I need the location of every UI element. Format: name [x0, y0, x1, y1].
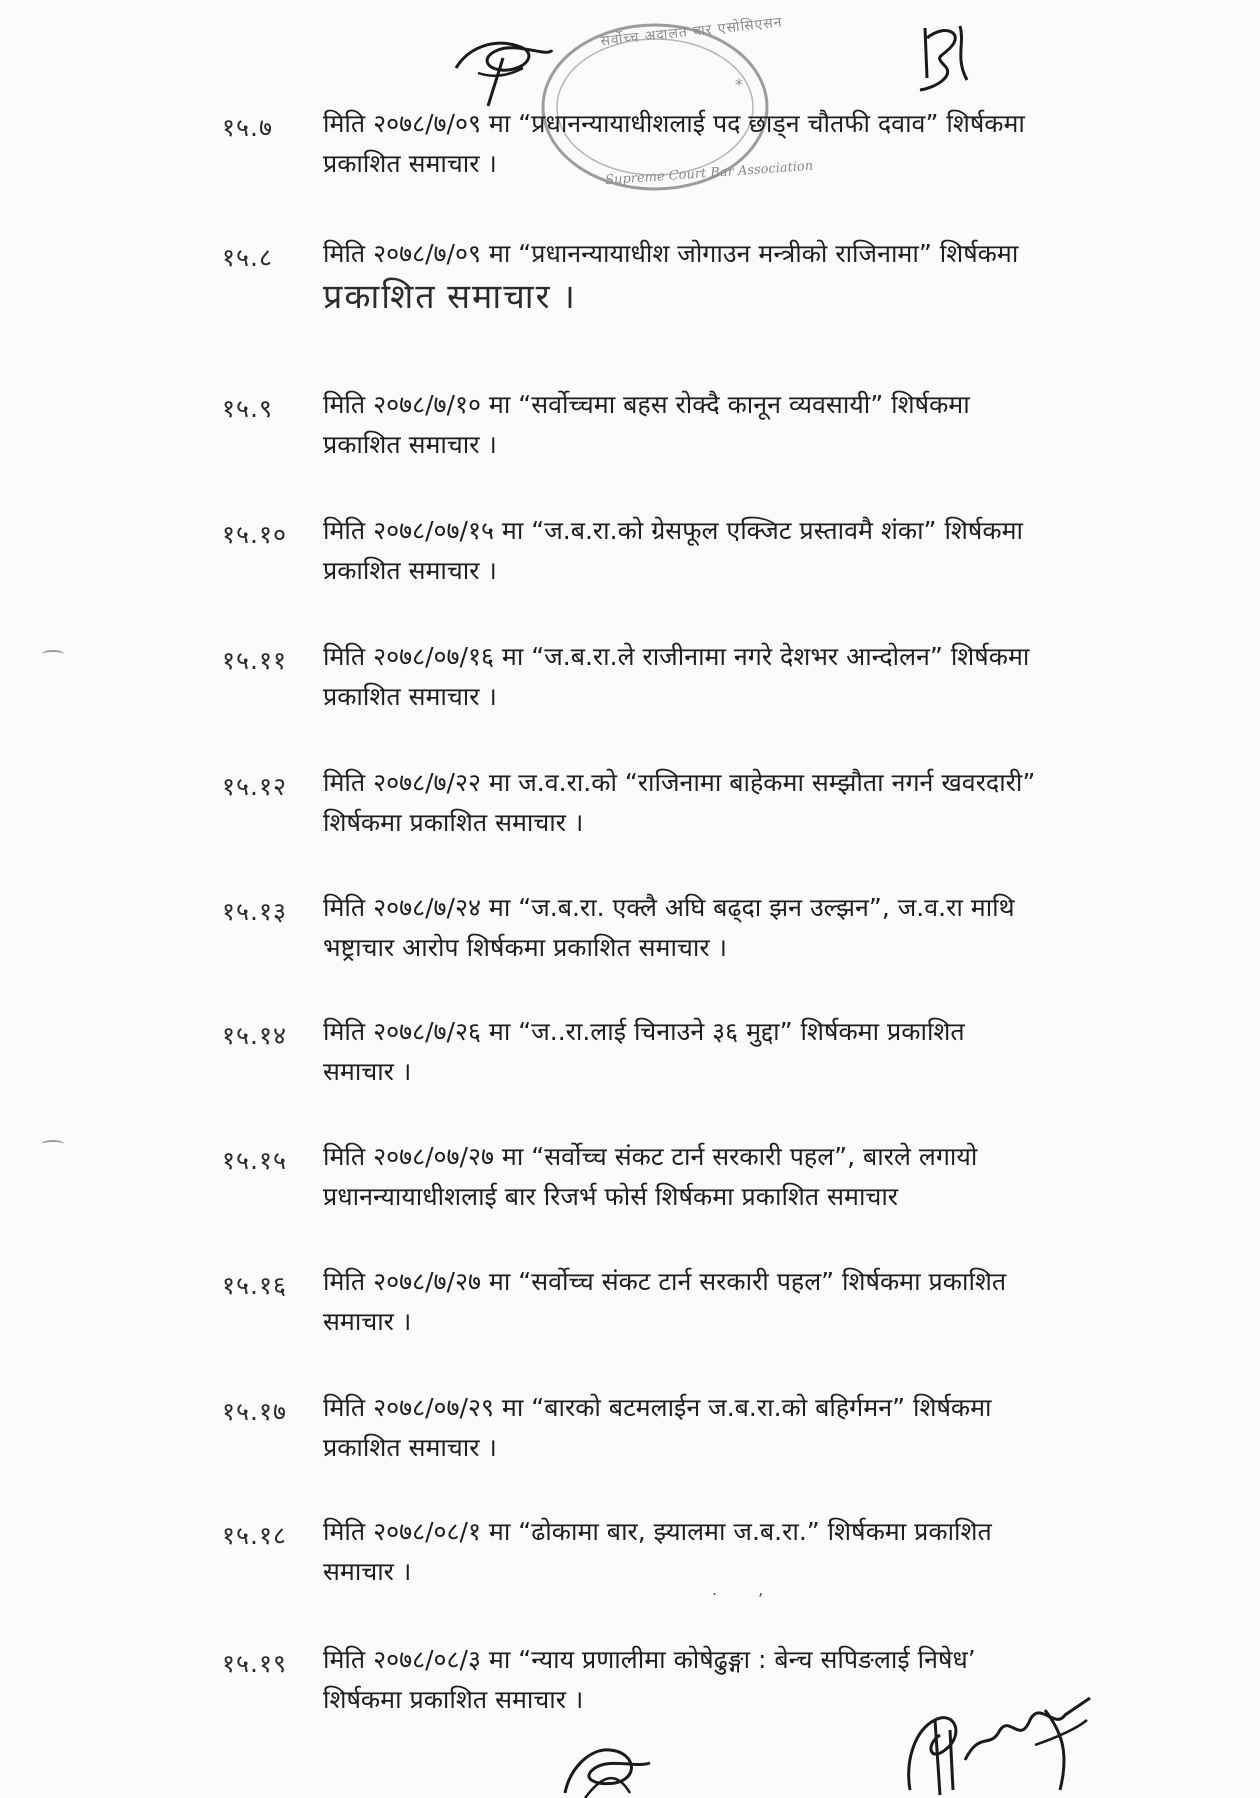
entry-line: प्रकाशित समाचार ।	[323, 430, 497, 459]
entry-text	[323, 1262, 1213, 1342]
entry-line: समाचार ।	[323, 1557, 412, 1586]
entry-line: मिति २०७८/०७/१६ मा “ज.ब.रा.ले राजीनामा नगरे देशभर आन्दोलन” शिर्षकमा	[323, 642, 1030, 671]
entry-line: मिति २०७८/७/०९ मा “प्रधानन्यायाधीशलाई पद छाड्न चौतफी दवाव” शिर्षकमा	[323, 109, 1025, 138]
entry-text	[323, 385, 1213, 465]
entry-line: मिति २०७८/७/२४ मा “ज.ब.रा. एक्लै अघि बढ्दा झन उल्झन”, ज.व.रा माथि	[323, 893, 1015, 922]
entry-text	[323, 637, 1213, 717]
entry-number: १५.८	[222, 243, 273, 272]
entry-line: मिति २०७८/७/०९ मा “प्रधानन्यायाधीश जोगाउन मन्त्रीको राजिनामा” शिर्षकमा	[323, 239, 1019, 268]
entry-text	[323, 104, 1213, 184]
entry-line: मिति २०७८/०८/३ मा “न्याय प्रणालीमा कोषेढुङ्गा : बेन्च सपिङलाई निषेध’	[323, 1645, 976, 1674]
entry-number: १५.७	[222, 113, 273, 142]
entry-line: शिर्षकमा प्रकाशित समाचार ।	[323, 808, 584, 837]
entry-line: मिति २०७८/०७/२७ मा “सर्वोच्च संकट टार्न सरकारी पहल”, बारले लगायो	[323, 1142, 978, 1171]
entry-line: शिर्षकमा प्रकाशित समाचार ।	[323, 1685, 584, 1714]
entry-text	[323, 1137, 1213, 1217]
signature-bottom-right	[895, 1690, 1095, 1798]
entry-line: मिति २०७८/७/१० मा “सर्वोच्चमा बहस रोक्दै कानून व्यवसायी” शिर्षकमा	[323, 390, 970, 419]
entry-number: १५.१६	[222, 1271, 287, 1300]
entry-number: १५.११	[222, 646, 287, 675]
signature-top-right	[905, 18, 985, 98]
entry-line: प्रकाशित समाचार ।	[323, 556, 497, 585]
entry-number: १५.१२	[222, 772, 287, 801]
entry-number: १५.१४	[222, 1021, 287, 1050]
seal-text-bottom: Supreme Court Bar Association	[604, 158, 814, 189]
entry-text	[323, 888, 1213, 968]
entry-line-stamped: प्रकाशित समाचार ।	[323, 279, 577, 316]
entry-text	[323, 511, 1213, 591]
entry-line: मिति २०७८/०७/१५ मा “ज.ब.रा.को ग्रेसफूल एक्जिट प्रस्तावमै शंका” शिर्षकमा	[323, 516, 1023, 545]
entry-line: मिति २०७८/७/२७ मा “सर्वोच्च संकट टार्न सरकारी पहल” शिर्षकमा प्रकाशित	[323, 1267, 1007, 1296]
signature-bottom-left	[555, 1738, 655, 1798]
signature-top-left	[448, 28, 558, 108]
entry-number: १५.१०	[222, 520, 287, 549]
entry-line: मिति २०७८/७/२६ मा “ज..रा.लाई चिनाउने ३६ मुद्दा” शिर्षकमा प्रकाशित	[323, 1017, 965, 1046]
entry-line: प्रधानन्यायाधीशलाई बार रिजर्भ फोर्स शिर्षकमा प्रकाशित समाचार	[323, 1182, 899, 1211]
entry-line: मिति २०७८/०७/२९ मा “बारको बटमलाईन ज.ब.रा.को बहिर्गमन” शिर्षकमा	[323, 1393, 992, 1422]
seal-text-top: सर्वोच्च अदालत बार एसोसिएसन	[599, 14, 784, 50]
entry-number: १५.१८	[222, 1521, 287, 1550]
entry-line: समाचार ।	[323, 1057, 412, 1086]
entry-line: समाचार ।	[323, 1307, 412, 1336]
entry-text	[323, 763, 1213, 843]
entry-number: १५.१३	[222, 897, 287, 926]
entry-number: १५.९	[222, 394, 273, 423]
entry-number: १५.१७	[222, 1397, 287, 1426]
entry-line: प्रकाशित समाचार ।	[323, 682, 497, 711]
stray-marks: . ,	[712, 1580, 782, 1599]
margin-mark	[42, 1140, 64, 1148]
svg-text:*: *	[735, 75, 743, 94]
margin-mark	[42, 650, 64, 658]
entry-line: मिति २०७८/७/२२ मा ज.व.रा.को “राजिनामा बाहेकमा सम्झौता नगर्न खवरदारी”	[323, 768, 1036, 797]
entry-line: भष्ट्राचार आरोप शिर्षकमा प्रकाशित समाचार ।	[323, 933, 727, 962]
entry-number: १५.१९	[222, 1649, 287, 1678]
entry-line: मिति २०७८/०८/१ मा “ढोकामा बार, झ्यालमा ज.ब.रा.” शिर्षकमा प्रकाशित	[323, 1517, 992, 1546]
entry-text	[323, 1012, 1213, 1092]
entry-number: १५.१५	[222, 1146, 287, 1175]
entry-line: प्रकाशित समाचार ।	[323, 1433, 497, 1462]
entry-text	[323, 234, 1213, 318]
entry-text	[323, 1388, 1213, 1468]
entry-line: प्रकाशित समाचार ।	[323, 149, 497, 178]
